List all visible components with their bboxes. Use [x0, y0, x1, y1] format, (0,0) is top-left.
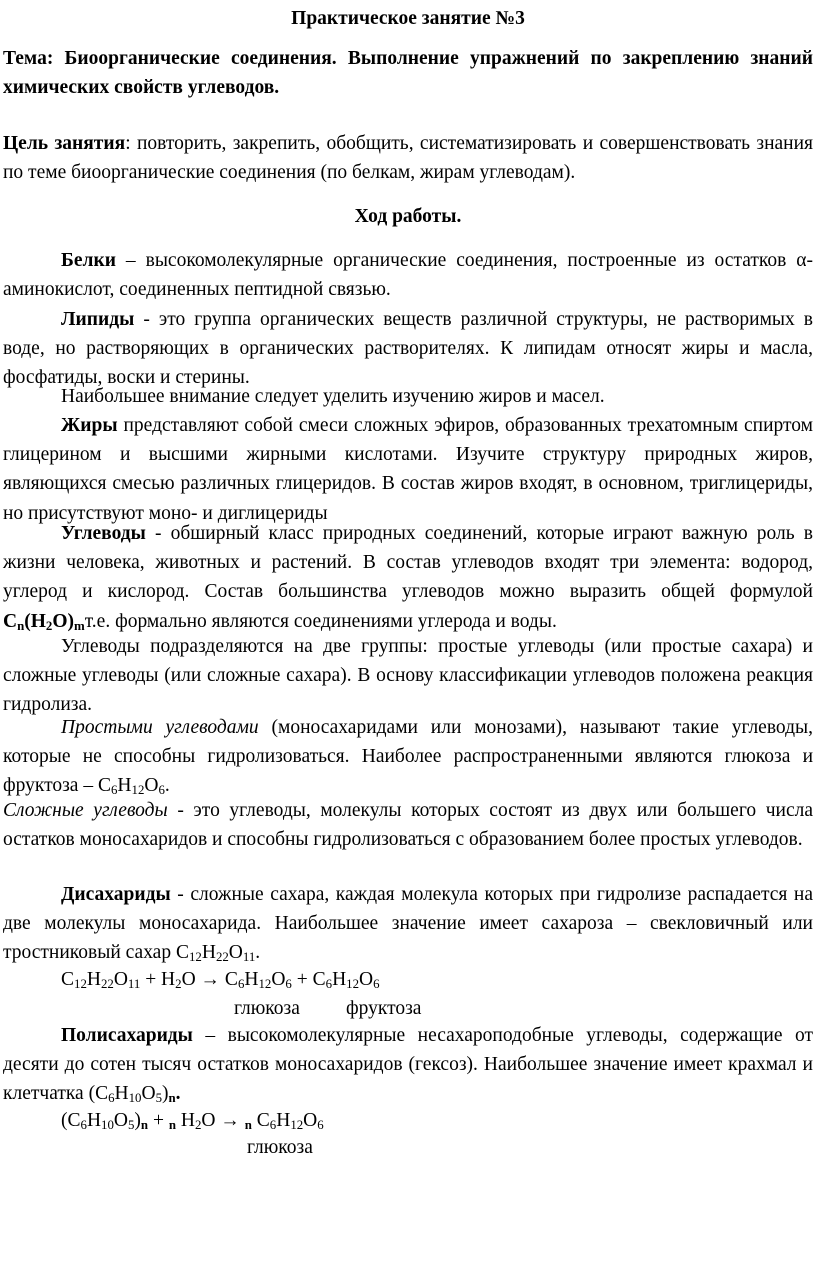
polysaccharides-paragraph: Полисахариды – высокомолекулярные несахароподобные углеводы, содержащие от десяти до сотен тысяч остатков моносахаридов (гексоз). Наибольшее значение имеет крахмал и клетчатка $(C_6H_{10}O_5)_n$.	[3, 1025, 813, 1106]
simple-term: Простыми углеводами	[61, 717, 259, 738]
topic-label: Тема:	[3, 48, 54, 69]
glucose-label: глюкоза	[234, 998, 300, 1019]
proteins-paragraph	[3, 246, 813, 304]
lipids-paragraph	[3, 305, 813, 393]
complex-term: Сложные углеводы	[3, 800, 168, 821]
disaccharides-term: Дисахариды	[61, 884, 171, 905]
proteins-term: Белки	[61, 250, 116, 271]
attention-paragraph: Наибольшее внимание следует уделить изучению жиров и масел.	[61, 386, 605, 407]
fats-text: представляют собой смеси сложных эфиров, образованных трехатомным спиртом глицерином и высшими жирными кислотами. Изучите структуру природных жиров, являющихся смесью различных глицеридов. В состав жиров входят, в основном, триглицериды, но присутствуют моно- и диглицериды	[3, 415, 813, 524]
carbs-tail: т.е. формально являются соединениями углерода и воды.	[84, 610, 557, 632]
carbs-paragraph	[3, 519, 813, 636]
goal-text: : повторить, закрепить, обобщить, систематизировать и совершенствовать знания по теме биоорганические соединения (по белкам, жирам углеводам).	[3, 133, 814, 184]
fats-paragraph	[3, 411, 813, 528]
starch-hydrolysis-equation: $(C_6H_{10}O_5)_n + _n$ $H_2O \to _n$ $C_6H_{12}O_6$	[61, 1110, 324, 1133]
topic-paragraph	[3, 44, 813, 102]
page-title: Практическое занятие №3	[291, 8, 525, 29]
goal-label: Цель занятия	[3, 133, 126, 154]
groups-paragraph: Углеводы подразделяются на две группы: простые углеводы (или простые сахара) и сложные углеводы (или сложные сахара). В основу классификации углеводов положена реакция гидролиза.	[3, 636, 813, 716]
fats-term: Жиры	[61, 415, 118, 436]
carbs-term: Углеводы	[61, 523, 146, 544]
general-formula: $C_n(H_2O)_m$	[3, 610, 85, 633]
lipids-text: - это группа органических веществ различной структуры, не растворимых в воде, но растворяющих в органических растворителях. К липидам относят жиры и масла, фосфатиды, воски и стерины.	[3, 309, 813, 389]
polysaccharides-term: Полисахариды	[61, 1025, 193, 1046]
carbs-text: - обширный класс природных соединений, которые играют важную роль в жизни человека, животных и растений. В состав углеводов входят три элемента: водород, углерод и кислород. Состав большинства углеводов можно выразить общей формулой	[3, 523, 813, 603]
goal-paragraph	[3, 129, 813, 187]
proteins-text: – высокомолекулярные органические соединения, построенные из остатков α-аминокислот, соединенных пептидной связью.	[3, 250, 813, 301]
topic-text: Биоорганические соединения. Выполнение упражнений по закреплению знаний химических свойств углеводов.	[3, 48, 813, 99]
sucrose-hydrolysis-equation: $C_{12}H_{22}O_{11} + H_2O \to C_6H_{12}O_6 + C_6H_{12}O_6$	[61, 969, 380, 992]
fructose-label: фруктоза	[346, 998, 422, 1019]
complex-carbs-paragraph: Сложные углеводы - это углеводы, молекулы которых состоят из двух или большего числа остатков моносахаридов и способны гидролизоваться с образованием более простых углеводов.	[3, 800, 813, 851]
disaccharides-paragraph: Дисахариды - сложные сахара, каждая молекула которых при гидролизе распадается на две молекулы моносахарида. Наибольшее значение имеет сахароза – свекловичный или тростниковый сахар $C_{12}H_{22}O_{11}$.	[3, 884, 813, 965]
glucose-product-label: глюкоза	[247, 1137, 313, 1158]
simple-carbs-paragraph: Простыми углеводами (моносахаридами или монозами), называют такие углеводы, которые не способны гидролизоваться. Наиболее распространенными являются глюкоза и фруктоза – $C_6H_{12}O_6$.	[3, 717, 813, 798]
lipids-term: Липиды	[61, 309, 135, 330]
section-heading: Ход работы.	[354, 206, 462, 227]
